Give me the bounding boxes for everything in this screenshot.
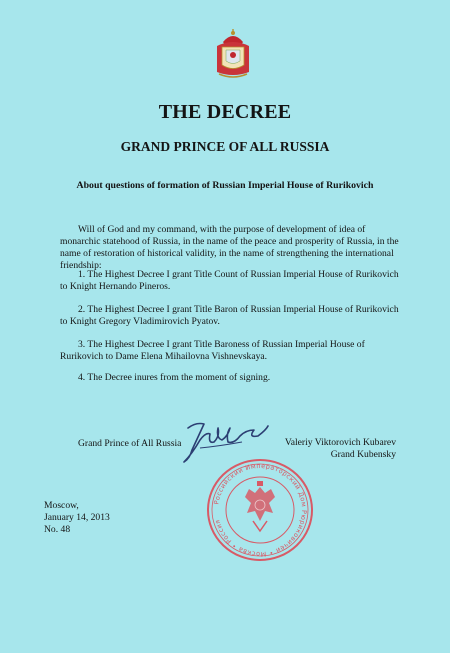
official-seal-stamp (205, 457, 315, 563)
signatory-title: Grand Prince of All Russia (78, 438, 182, 449)
decree-date: January 14, 2013 (44, 512, 110, 523)
decree-place: Moscow, (44, 500, 79, 511)
decree-item-3: 3. The Highest Decree I grant Title Baroness of Russian Imperial House of Rurikovich to Dame Elena Mihailovna Vishnevskaya. (60, 339, 365, 362)
place-date-block (44, 500, 110, 536)
decree-item-4: 4. The Decree inures from the moment of signing. (78, 372, 271, 383)
decree-subtitle: GRAND PRINCE OF ALL RUSSIA (120, 139, 330, 154)
decree-about: About questions of formation of Russian Imperial House of Rurikovich (76, 180, 374, 191)
decree-item-1: 1. The Highest Decree I grant Title Count of Russian Imperial House of Rurikovich to Knight Hernando Pineros. (60, 269, 399, 292)
decree-title: THE DECREE (158, 101, 292, 123)
svg-text:Российский Императорский Дом Р: Российский Императорский Дом Рюриковичей • Москва • Россия (212, 461, 309, 559)
coat-of-arms-emblem (213, 28, 253, 80)
signatory-name: Valeriy Viktorovich Kubarev (284, 437, 396, 448)
decree-number: No. 48 (44, 524, 71, 535)
signatory-role: Grand Kubensky (330, 449, 396, 460)
preamble-paragraph: Will of God and my command, with the purpose of development of idea of monarchic statehood of Russia, in the name of the peace and prosperity of Russia, in the name of restoration of historical validity, in the name of strengthening the international friendship: (60, 224, 399, 271)
decree-item-2: 2. The Highest Decree I grant Title Baron of Russian Imperial House of Rurikovich to Knight Gregory Vladimirovich Pyatov. (60, 304, 399, 327)
